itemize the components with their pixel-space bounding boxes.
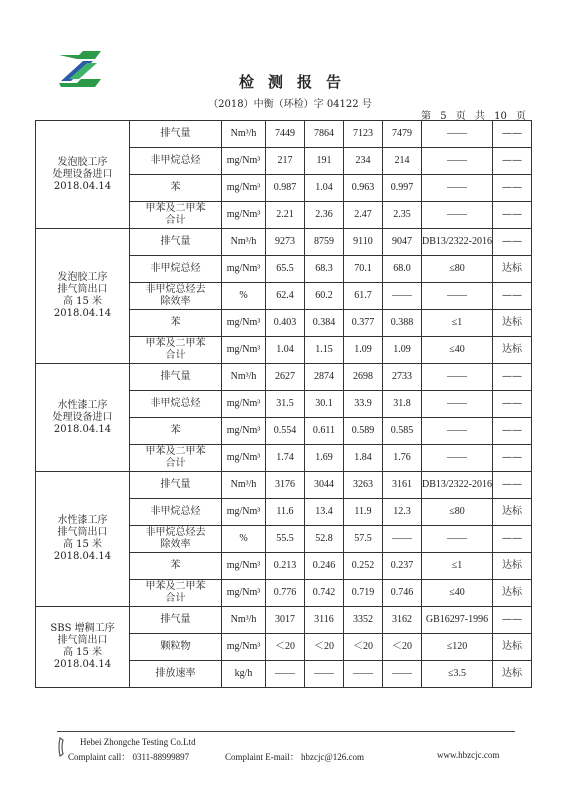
test-item — [130, 499, 222, 526]
value-cell: 9047 — [383, 229, 422, 256]
value-cell: 7123 — [344, 121, 383, 148]
location-line: 2018.04.14 — [53, 659, 112, 670]
unit-cell: Nm³/h — [222, 121, 266, 148]
result-cell: —— — [493, 175, 532, 202]
test-item-line: 甲苯及二甲苯 — [145, 203, 206, 214]
test-item-line: 合计 — [165, 593, 186, 604]
test-item — [130, 445, 222, 472]
test-item-line: 除效率 — [160, 296, 191, 307]
report-title: 检测报告 — [238, 73, 355, 91]
location-line: 2018.04.14 — [53, 180, 112, 192]
footer-company: Hebei Zhongche Testing Co.Ltd — [80, 737, 196, 747]
standard-cell: ≤3.5 — [422, 661, 493, 688]
unit-cell: % — [222, 526, 266, 553]
result-cell: —— — [493, 391, 532, 418]
value-cell: 9110 — [344, 229, 383, 256]
value-cell: 0.246 — [305, 553, 344, 580]
value-cell: 3176 — [266, 472, 305, 499]
value-cell: 7864 — [305, 121, 344, 148]
value-cell: 0.589 — [344, 418, 383, 445]
value-cell: 0.585 — [383, 418, 422, 445]
unit-cell: mg/Nm³ — [222, 580, 266, 607]
value-cell: 0.776 — [266, 580, 305, 607]
value-cell: ＜20 — [344, 634, 383, 661]
result-cell: —— — [493, 445, 532, 472]
value-cell: 1.84 — [344, 445, 383, 472]
standard-cell: ≤80 — [422, 256, 493, 283]
value-cell: 1.09 — [344, 337, 383, 364]
sampling-location — [36, 121, 130, 229]
test-item — [130, 175, 222, 202]
value-cell: 7479 — [383, 121, 422, 148]
value-cell: 1.74 — [266, 445, 305, 472]
result-cell: 达标 — [493, 661, 532, 688]
value-cell: —— — [383, 283, 422, 310]
value-cell: 2698 — [344, 364, 383, 391]
unit-cell: mg/Nm³ — [222, 175, 266, 202]
test-item-line: 甲苯及二甲苯 — [145, 581, 206, 592]
test-item-line: 排气量 — [160, 479, 191, 490]
location-line: 高 15 米 — [62, 647, 103, 658]
test-item — [130, 634, 222, 661]
value-cell: 3352 — [344, 607, 383, 634]
value-cell: ＜20 — [305, 634, 344, 661]
result-cell: —— — [493, 148, 532, 175]
sampling-location — [36, 472, 130, 607]
test-item-line: 非甲烷总烃 — [150, 398, 201, 409]
footer-divider — [57, 731, 515, 732]
standard-cell: —— — [422, 283, 493, 310]
sampling-location — [36, 607, 130, 688]
value-cell: —— — [305, 661, 344, 688]
standard-cell: —— — [422, 391, 493, 418]
location-line: 发泡胶工序 — [57, 272, 108, 283]
value-cell: 0.963 — [344, 175, 383, 202]
value-cell: 0.384 — [305, 310, 344, 337]
value-cell: 1.04 — [305, 175, 344, 202]
location-line: 排气筒出口 — [57, 635, 108, 646]
value-cell: 12.3 — [383, 499, 422, 526]
value-cell: 1.04 — [266, 337, 305, 364]
value-cell: 60.2 — [305, 283, 344, 310]
value-cell: —— — [266, 661, 305, 688]
result-cell: —— — [493, 472, 532, 499]
value-cell: 3263 — [344, 472, 383, 499]
value-cell: —— — [344, 661, 383, 688]
location-line: 2018.04.14 — [53, 423, 112, 435]
value-cell: 2627 — [266, 364, 305, 391]
test-item — [130, 364, 222, 391]
page-info: 第 5 页 共 10 页 — [421, 111, 526, 122]
location-line: 排气筒出口 — [57, 527, 108, 538]
test-item — [130, 472, 222, 499]
sampling-location — [36, 364, 130, 472]
test-item — [130, 229, 222, 256]
test-item-line: 苯 — [170, 425, 181, 436]
test-item-line: 颗粒物 — [160, 641, 191, 652]
value-cell: 1.69 — [305, 445, 344, 472]
test-item — [130, 310, 222, 337]
location-line: 处理设备进口 — [52, 411, 113, 423]
value-cell: 234 — [344, 148, 383, 175]
location-line: 2018.04.14 — [53, 308, 112, 319]
test-item — [130, 418, 222, 445]
value-cell: ＜20 — [266, 634, 305, 661]
unit-cell: mg/Nm³ — [222, 310, 266, 337]
value-cell: 70.1 — [344, 256, 383, 283]
test-item — [130, 553, 222, 580]
unit-cell: mg/Nm³ — [222, 148, 266, 175]
table-row — [36, 472, 532, 499]
value-cell: 31.5 — [266, 391, 305, 418]
value-cell: 52.8 — [305, 526, 344, 553]
footer-complaint-email: Complaint E-mail： hbzcjc@126.com — [225, 752, 365, 762]
value-cell: 3161 — [383, 472, 422, 499]
test-results-table — [35, 120, 532, 688]
test-item — [130, 148, 222, 175]
value-cell: —— — [383, 661, 422, 688]
table-row — [36, 607, 532, 634]
result-cell: —— — [493, 283, 532, 310]
value-cell: 2.21 — [266, 202, 305, 229]
test-item-line: 苯 — [170, 317, 181, 328]
value-cell: 0.388 — [383, 310, 422, 337]
value-cell: 0.252 — [344, 553, 383, 580]
standard-cell: ≤120 — [422, 634, 493, 661]
location-line: 高 15 米 — [62, 539, 103, 550]
standard-cell: —— — [422, 148, 493, 175]
test-item-line: 排放速率 — [155, 668, 196, 679]
standard-cell: ≤1 — [422, 553, 493, 580]
standard-cell: —— — [422, 445, 493, 472]
location-line: SBS 增稠工序 — [50, 623, 115, 634]
test-item-line: 排气量 — [160, 128, 191, 139]
test-item — [130, 661, 222, 688]
unit-cell: mg/Nm³ — [222, 445, 266, 472]
unit-cell: % — [222, 283, 266, 310]
result-cell: 达标 — [493, 499, 532, 526]
value-cell: 3116 — [305, 607, 344, 634]
value-cell: 68.0 — [383, 256, 422, 283]
value-cell: 7449 — [266, 121, 305, 148]
result-cell: 达标 — [493, 580, 532, 607]
location-line: 处理设备进口 — [52, 168, 113, 180]
test-item-line: 排气量 — [160, 614, 191, 625]
unit-cell: Nm³/h — [222, 229, 266, 256]
value-cell: 57.5 — [344, 526, 383, 553]
result-cell: —— — [493, 229, 532, 256]
test-item-line: 非甲烷总烃 — [150, 263, 201, 274]
test-item-line: 苯 — [170, 182, 181, 193]
result-cell: 达标 — [493, 310, 532, 337]
value-cell: 2.36 — [305, 202, 344, 229]
value-cell: 214 — [383, 148, 422, 175]
test-item-line: 非甲烷总烃去 — [145, 284, 206, 295]
standard-cell: —— — [422, 418, 493, 445]
unit-cell: Nm³/h — [222, 472, 266, 499]
test-item-line: 合计 — [165, 458, 186, 469]
table-row — [36, 364, 532, 391]
sampling-location — [36, 229, 130, 364]
test-item-line: 排气量 — [160, 371, 191, 382]
value-cell: —— — [383, 526, 422, 553]
table-body — [36, 121, 532, 688]
standard-cell: ≤40 — [422, 580, 493, 607]
value-cell: 217 — [266, 148, 305, 175]
standard-cell: —— — [422, 202, 493, 229]
standard-cell: DB13/2322-2016 — [422, 472, 493, 499]
location-line: 高 15 米 — [62, 296, 103, 307]
value-cell: ＜20 — [383, 634, 422, 661]
result-cell: —— — [493, 607, 532, 634]
location-line: 排气筒出口 — [57, 284, 108, 295]
table-row — [36, 121, 532, 148]
value-cell: 0.403 — [266, 310, 305, 337]
test-item-line: 非甲烷总烃去 — [145, 527, 206, 538]
standard-cell: —— — [422, 364, 493, 391]
result-cell: —— — [493, 418, 532, 445]
test-item — [130, 526, 222, 553]
value-cell: 8759 — [305, 229, 344, 256]
standard-cell: ≤1 — [422, 310, 493, 337]
value-cell: 0.997 — [383, 175, 422, 202]
result-cell: 达标 — [493, 337, 532, 364]
location-line: 2018.04.14 — [53, 551, 112, 562]
value-cell: 3017 — [266, 607, 305, 634]
test-item-line: 非甲烷总烃 — [150, 155, 201, 166]
test-item — [130, 283, 222, 310]
value-cell: 55.5 — [266, 526, 305, 553]
unit-cell: mg/Nm³ — [222, 256, 266, 283]
unit-cell: mg/Nm³ — [222, 499, 266, 526]
unit-cell: mg/Nm³ — [222, 202, 266, 229]
standard-cell: ≤40 — [422, 337, 493, 364]
value-cell: 0.742 — [305, 580, 344, 607]
value-cell: 1.15 — [305, 337, 344, 364]
value-cell: 33.9 — [344, 391, 383, 418]
value-cell: 62.4 — [266, 283, 305, 310]
test-item-line: 苯 — [170, 560, 181, 571]
document-number: （2018）中衡（环检）字 04122 号 — [208, 99, 372, 110]
value-cell: 0.719 — [344, 580, 383, 607]
test-item — [130, 337, 222, 364]
value-cell: 61.7 — [344, 283, 383, 310]
test-item-line: 除效率 — [160, 539, 191, 550]
test-item — [130, 202, 222, 229]
value-cell: 3162 — [383, 607, 422, 634]
unit-cell: mg/Nm³ — [222, 418, 266, 445]
value-cell: 11.6 — [266, 499, 305, 526]
test-item — [130, 121, 222, 148]
result-cell: —— — [493, 202, 532, 229]
result-cell: —— — [493, 526, 532, 553]
unit-cell: kg/h — [222, 661, 266, 688]
value-cell: 65.5 — [266, 256, 305, 283]
test-item — [130, 607, 222, 634]
test-item-line: 排气量 — [160, 236, 191, 247]
test-item-line: 甲苯及二甲苯 — [145, 338, 206, 349]
result-cell: 达标 — [493, 634, 532, 661]
unit-cell: mg/Nm³ — [222, 337, 266, 364]
value-cell: 11.9 — [344, 499, 383, 526]
test-item — [130, 580, 222, 607]
value-cell: 13.4 — [305, 499, 344, 526]
value-cell: 2.47 — [344, 202, 383, 229]
standard-cell: —— — [422, 175, 493, 202]
test-item — [130, 391, 222, 418]
standard-cell: ≤80 — [422, 499, 493, 526]
table-row — [36, 229, 532, 256]
result-cell: —— — [493, 364, 532, 391]
value-cell: 2874 — [305, 364, 344, 391]
location-line: 水性漆工序 — [57, 515, 108, 526]
value-cell: 68.3 — [305, 256, 344, 283]
unit-cell: Nm³/h — [222, 607, 266, 634]
value-cell: 0.611 — [305, 418, 344, 445]
test-item-line: 合计 — [165, 350, 186, 361]
result-cell: 达标 — [493, 553, 532, 580]
value-cell: 0.554 — [266, 418, 305, 445]
location-line: 水性漆工序 — [57, 399, 108, 411]
value-cell: 0.377 — [344, 310, 383, 337]
unit-cell: Nm³/h — [222, 364, 266, 391]
value-cell: 0.746 — [383, 580, 422, 607]
value-cell: 191 — [305, 148, 344, 175]
value-cell: 0.237 — [383, 553, 422, 580]
footer-complaint-call: Complaint call： 0311-88999897 — [68, 752, 190, 762]
value-cell: 0.213 — [266, 553, 305, 580]
test-item-line: 合计 — [165, 215, 186, 226]
value-cell: 2733 — [383, 364, 422, 391]
standard-cell: —— — [422, 121, 493, 148]
location-line: 发泡胶工序 — [57, 156, 108, 168]
unit-cell: mg/Nm³ — [222, 391, 266, 418]
result-cell: 达标 — [493, 256, 532, 283]
test-item-line: 甲苯及二甲苯 — [145, 446, 206, 457]
standard-cell: —— — [422, 526, 493, 553]
value-cell: 1.76 — [383, 445, 422, 472]
value-cell: 3044 — [305, 472, 344, 499]
standard-cell: DB13/2322-2016 — [422, 229, 493, 256]
value-cell: 0.987 — [266, 175, 305, 202]
footer-website: www.hbzcjc.com — [437, 750, 500, 760]
value-cell: 2.35 — [383, 202, 422, 229]
result-cell: —— — [493, 121, 532, 148]
value-cell: 9273 — [266, 229, 305, 256]
value-cell: 1.09 — [383, 337, 422, 364]
standard-cell: GB16297-1996 — [422, 607, 493, 634]
test-item-line: 非甲烷总烃 — [150, 506, 201, 517]
unit-cell: mg/Nm³ — [222, 634, 266, 661]
test-item — [130, 256, 222, 283]
unit-cell: mg/Nm³ — [222, 553, 266, 580]
value-cell: 30.1 — [305, 391, 344, 418]
value-cell: 31.8 — [383, 391, 422, 418]
